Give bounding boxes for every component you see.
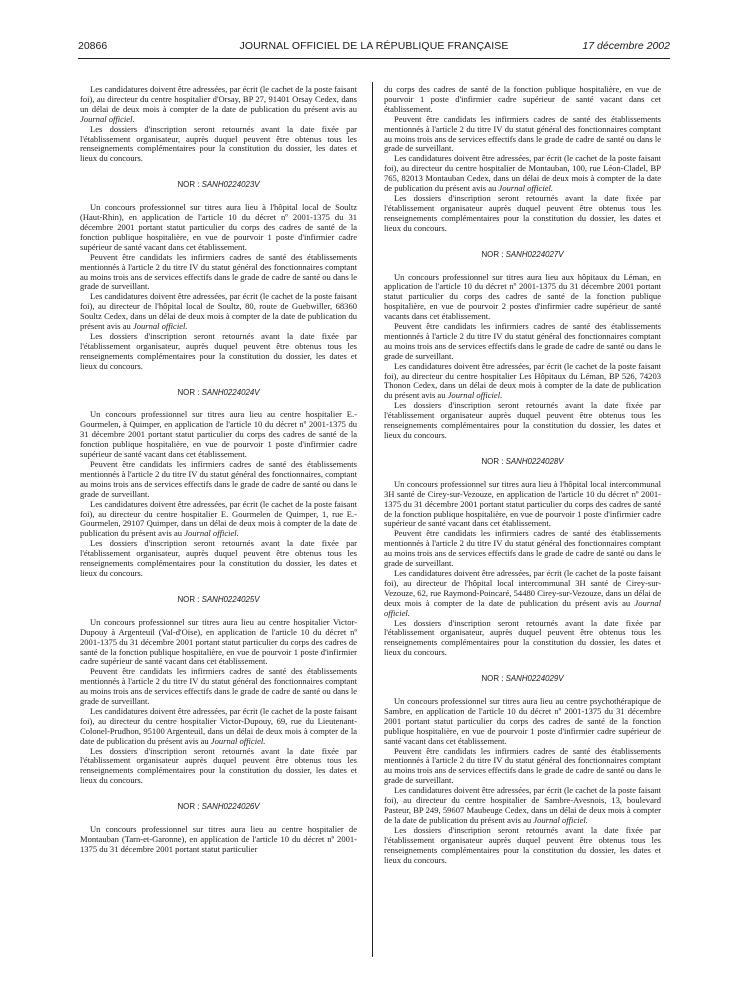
paragraph: Peuvent être candidats les infirmiers cadres de santé des établissements mentionnés à l'article 2 du titre IV du statut général des fonctionnaires comptant au moins trois ans de services effectifs dans le grade de cadre de santé ou dans le grade de surveillant.	[384, 113, 661, 154]
paragraph: Les candidatures doivent être adressées, par écrit (le cachet de la poste faisant foi), au directeur du centre hospitalier E. Gourmelen de Quimper, 1, rue E.-Gourmelen, 29107 Quimper, dans un délai de deux mois à compter de la date de publication du présent avis au Journal officiel.	[80, 498, 357, 539]
paragraph: Un concours professionnel sur titres aura lieu au centre hospitalier Victor-Dupouy à Argenteuil (Val-d'Oise), en application de l'article 10 du décret nº 2001-1375 du 31 décembre 2001 portant statut particulier du corps des cadres de santé de la fonction publique hospitalière, en vue de pourvoir 1 poste d'infirmier cadre supérieur de santé vacant dans cet établissement.	[80, 616, 357, 667]
paragraph: Peuvent être candidats les infirmiers cadres de santé des établissements mentionnés à l'article 2 du titre IV du statut général des fonctionnaires comptant au moins trois ans de services effectifs dans le grade de cadre de santé ou dans le grade de surveillant.	[80, 251, 357, 292]
nor-code: SANH0224029V	[505, 674, 564, 684]
journal-reference: Journal officiel.	[533, 814, 588, 825]
paragraph: Les dossiers d'inscription seront retournés avant la date fixée par l'établissement organisateur, auprès duquel peuvent être obtenus tous les renseignements complémentaires pour la constitution du dossier, les dates et lieux du concours.	[80, 538, 357, 578]
paragraph: Les dossiers d'inscription seront retournés avant la date fixée par l'établissement organisateur auprès duquel peuvent être obtenus tous les renseignements complémentaires pour la constitution du dossier, les dates et lieux du concours.	[384, 400, 661, 440]
journal-reference: Journal officiel.	[384, 597, 661, 618]
nor-code: SANH0224027V	[505, 249, 564, 259]
paragraph: Les dossiers d'inscription seront retournés avant la date fixée par l'établissement organisateur, auprès duquel peuvent être obtenus tous les renseignements complémentaires pour la constitution du dossier, les dates et lieux du concours.	[384, 617, 661, 658]
journal-reference: Journal officiel.	[210, 735, 266, 746]
journal-reference: Journal officiel.	[498, 183, 554, 194]
paragraph: Peuvent être candidats les infirmiers cadres de santé des établissements mentionnés à l'article 2 du titre IV du statut général des fonctionnaires, comptant au moins trois ans de services effectifs dans le grade de cadre de santé ou dans le grade de surveillant.	[80, 459, 357, 499]
paragraph: du corps des cadres de santé de la fonction publique hospitalière, en vue de pourvoir 1 poste d'infirmier cadre supérieur de santé vacant dans cet établissement.	[384, 84, 661, 114]
left-column	[80, 85, 357, 855]
paragraph: Les candidatures doivent être adressées, par écrit (le cachet de la poste faisant foi), au directeur du centre hospitalier d'Orsay, BP 27, 91401 Orsay Cedex, dans un délai de deux mois à compter de la date de publication du présent avis au Journal officiel.	[80, 84, 357, 124]
paragraph: Peuvent être candidats les infirmiers cadres de santé des établissements mentionnés à l'article 2 du titre IV du statut général des fonctionnaires comptant au moins trois ans de services effectifs dans le grade de cadre de santé ou dans le grade de surveillant.	[384, 528, 661, 569]
paragraph: Les candidatures doivent être adressées, par écrit (le cachet de la poste faisant foi), au directeur du centre hospitalier Victor-Dupouy, 69, rue du Lieutenant-Colonel-Prudhon, 95100 Argenteuil, dans un délai de deux mois à compter de la date de publication du présent avis au Journal officiel.	[80, 705, 357, 746]
column-divider	[372, 82, 373, 957]
nor-reference: NOR : SANH0224024V	[177, 387, 260, 397]
journal-reference: Journal officiel.	[447, 390, 503, 401]
paragraph: Les dossiers d'inscription seront retournés avant la date fixée par l'établissement organisateur auprès duquel peuvent être obtenus tous les renseignements complémentaires pour la constitution du dossier, les dates et lieux du concours.	[384, 192, 661, 233]
paragraph: Les candidatures doivent être adressées, par écrit (le cachet de la poste faisant foi), au directeur du centre hospitalier de Montauban, 100, rue Léon-Cladel, BP 765, 82013 Montauban Cedex, dans un délai de deux mois à compter de la date de publication du présent avis au Journal officiel.	[384, 153, 661, 194]
nor-code: SANH0224023V	[201, 180, 260, 190]
journal-reference: Journal officiel.	[132, 321, 188, 332]
paragraph: Les candidatures doivent être adressées, par écrit (le cachet de la poste faisant foi), au directeur de l'hôpital local de Soultz, 80, route de Guebwiller, 68360 Soultz Cedex, dans un délai de deux mois à compter de la date de publication du présent avis au Journal officiel.	[80, 291, 357, 332]
nor-reference: NOR : SANH0224025V	[177, 594, 260, 604]
page-number: 20866	[78, 40, 108, 52]
issue-date: 17 décembre 2002	[582, 40, 670, 52]
paragraph: Les dossiers d'inscription seront retournés avant la date fixée par l'établissement organisateur auprès duquel peuvent être obtenus tous les renseignements complémentaires pour la constitution du dossier, les dates et lieux du concours.	[384, 824, 661, 865]
paragraph: Peuvent être candidats les infirmiers cadres de santé des établissements mentionnés à l'article 2 du titre IV du statut général des fonctionnaires comptant au moins trois ans de services effectifs dans le grade de cadre de santé ou dans le grade de surveillant.	[384, 321, 661, 361]
paragraph: Les candidatures doivent être adressées, par écrit (le cachet de la poste faisant foi), au directeur du centre hospitalier Les Hôpitaux du Léman, BP 526, 74203 Thonon Cedex, dans un délai de deux mois à compter de la date de publication du présent avis au Journal officiel.	[384, 360, 661, 401]
paragraph: Les dossiers d'inscription seront retournés avant la date fixée par l'établissement organisateur, auprès duquel peuvent être obtenus tous les renseignements complémentaires pour la constitution du dossier, les dates et lieux du concours.	[80, 330, 357, 371]
paragraph: Les candidatures doivent être adressées, par écrit (le cachet de la poste faisant foi), au directeur du centre hospitalier de Sambre-Avesnois, 13, boulevard Pasteur, BP 249, 59607 Maubeuge Cedex, dans un délai de deux mois à compter de la date de publication du présent avis au Journal officiel.	[384, 785, 661, 825]
nor-reference: NOR : SANH0224028V	[481, 456, 564, 466]
paragraph: Peuvent être candidats les infirmiers cadres de santé des établissements mentionnés à l'article 2 du titre IV du statut général des fonctionnaires comptant au moins trois ans de services effectifs dans le grade de cadre de santé ou dans le grade de surveillant.	[384, 745, 661, 786]
paragraph: Les dossiers d'inscription seront retournés avant la date fixée par l'établissement organisateur, auprès duquel peuvent être obtenus tous les renseignements complémentaires pour la constitution du dossier, les dates et lieux du concours.	[80, 123, 357, 164]
nor-code: SANH0224025V	[201, 594, 260, 604]
nor-code: SANH0224024V	[201, 387, 260, 397]
paragraph: Un concours professionnel sur titres aura lieu aux hôpitaux du Léman, en application de l'article 10 du décret nº 2001-1375 du 31 décembre 2001 portant statut particulier du corps des cadres de santé de la fonction publique hospitalière, en vue de pourvoir 2 postes d'infirmier cadre supérieur de santé vacants dans cet établissement.	[384, 271, 661, 322]
journal-reference: Journal officiel.	[80, 113, 135, 124]
nor-reference: NOR : SANH0224023V	[177, 180, 260, 190]
paragraph: Un concours professionnel sur titres aura lieu au centre psychothérapique de Sambre, en application de l'article 10 du décret nº 2001-1375 du 31 décembre 2001 portant statut particulier du corps des cadres de santé de la fonction publique hospitalière, en vue de pourvoir 1 poste d'infirmier cadre supérieur de santé vacant dans cet établissement.	[384, 696, 661, 746]
nor-code: SANH0224026V	[201, 802, 260, 812]
nor-reference: NOR : SANH0224029V	[481, 674, 564, 684]
paragraph: Un concours professionnel sur titres aura lieu à l'hôpital local de Soultz (Haut-Rhin), en application de l'article 10 du décret nº 2001-1375 du 31 décembre 2001 portant statut particulier du corps des cadres de santé de la fonction publique hospitalière, en vue de pourvoir 1 poste d'infirmier cadre supérieur de santé vacant dans cet établissement.	[80, 202, 357, 252]
paragraph: Un concours professionnel sur titres aura lieu au centre hospitalier E.-Gourmelen, à Quimper, en application de l'article 10 du décret nº 2001-1375 du 31 décembre 2001 portant statut particulier du corps des cadres de santé de la fonction publique hospitalière, en vue de pourvoir 1 poste d'infirmier cadre supérieur de santé vacant dans cet établissement.	[80, 409, 357, 460]
paragraph: Un concours professionnel sur titres aura lieu au centre hospitalier de Montauban (Tarn-et-Garonne), en application de l'article 10 du décret nº 2001-1375 du 31 décembre 2001 portant statut particulier	[80, 824, 357, 854]
nor-reference: NOR : SANH0224026V	[177, 802, 260, 812]
paragraph: Les dossiers d'inscription seront retournés avant la date fixée par l'établissement organisateur auprès duquel peuvent être obtenus tous les renseignements complémentaires pour la constitution du dossier, les dates et lieux du concours.	[80, 745, 357, 786]
journal-title: JOURNAL OFFICIEL DE LA RÉPUBLIQUE FRANÇAISE	[239, 40, 509, 52]
journal-reference: Journal officiel.	[184, 528, 239, 539]
page-header	[78, 40, 670, 59]
nor-code: SANH0224028V	[505, 456, 564, 466]
nor-reference: NOR : SANH0224027V	[481, 249, 564, 259]
paragraph: Un concours professionnel sur titres aura lieu à l'hôpital local intercommunal 3H santé de Cirey-sur-Vezouze, en application de l'article 10 du décret nº 2001-1375 du 31 décembre 2001 portant statut particulier du corps des cadres de santé de la fonction publique hospitalière, en vue de pourvoir 1 poste d'infirmier cadre supérieur de santé vacant dans cet établissement.	[384, 478, 661, 529]
right-column	[384, 85, 661, 865]
paragraph: Peuvent être candidats les infirmiers cadres de santé des établissements mentionnés à l'article 2 du titre IV du statut général des fonctionnaires comptant au moins trois ans de services effectifs dans le grade de cadre de santé ou dans le grade de surveillant.	[80, 666, 357, 707]
paragraph: Les candidatures doivent être adressées, par écrit (le cachet de la poste faisant foi), au directeur de l'hôpital local intercommunal 3H santé de Cirey-sur-Vezouze, 62, rue Raymond-Poincaré, 54480 Cirey-sur-Vezouze, dans un délai de deux mois à compter de la date de publication du présent avis au Journal officiel.	[384, 567, 661, 618]
